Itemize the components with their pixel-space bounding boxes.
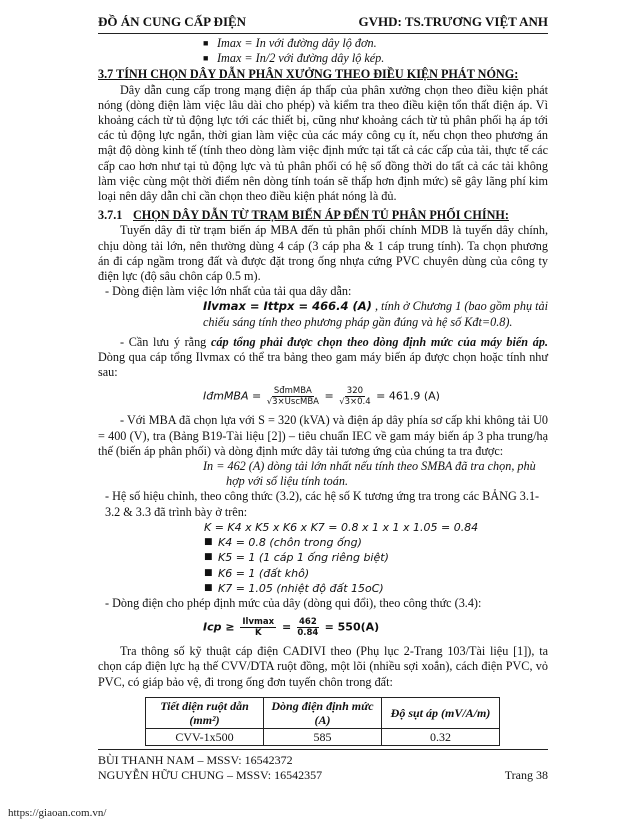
formula-ilvmax-expr: Ilvmax = Ittpx = 466.4 (A)	[203, 299, 372, 314]
idm-frac1-num: SđmMBA	[273, 386, 312, 397]
idm-fraction-2	[339, 386, 370, 407]
idm-fraction-1	[267, 386, 319, 407]
idm-eq: =	[324, 389, 334, 403]
section-title: CHỌN DÂY DẪN TỪ TRẠM BIẾN ÁP ĐẾN TỦ PHÂN PHỐI CHÍNH:	[133, 208, 509, 223]
icp-eq: =	[281, 620, 292, 634]
cell-voltage-drop: 0.32	[382, 728, 500, 745]
idm-lhs: IđmMBA =	[203, 389, 262, 403]
footer-row-2	[98, 768, 548, 783]
paragraph-3-7-1: Tuyến dây đi từ trạm biến áp MBA đến tủ phân phối chính MDB là tuyến dây chính, chịu dòng tải lớn, nên thường dùng 4 cáp (3 cáp pha & 1 cáp trung tính). Ta chọn phương án đi cáp ngầm trong đất và được đặt trong ống nhựa cứng PVC chuyên dùng của công ty điện lực (độ sâu chôn cáp 0.5 m).	[98, 223, 548, 284]
line-he-so: - Hệ số hiệu chỉnh, theo công thức (3.2), các hệ số K tương ứng tra trong các BẢNG 3.1-3.2 & 3.3 đã trình bày ở trên:	[105, 489, 540, 519]
line-can-luu-y	[98, 335, 548, 381]
formula-idm-mba	[98, 386, 548, 407]
footer-author-1: BÙI THANH NAM – MSSV: 16542372	[98, 753, 293, 767]
icp-frac1-den: K	[254, 628, 262, 639]
k4-item: ■ K4 = 0.8 (chôn trong ống)	[204, 535, 548, 550]
idm-frac2-den: √3×0.4	[339, 397, 371, 408]
header-advisor: GVHD: TS.TRƯƠNG VIỆT ANH	[358, 14, 548, 29]
formula-ilvmax-note: , tính ở Chương 1 (bao gồm phụ tải chiếu sáng tính theo phương pháp gần đúng và hệ số Kđt=0.8).	[203, 299, 548, 329]
header-course: ĐỒ ÁN CUNG CẤP ĐIỆN	[98, 14, 247, 29]
section-heading-3-7-1	[98, 208, 548, 223]
icp-frac2-den: 0.84	[297, 628, 319, 639]
page-header	[98, 14, 548, 34]
table-row	[146, 728, 500, 745]
footer-author-2: NGUYỄN HỮU CHUNG – MSSV: 16542357	[98, 768, 323, 782]
idm-frac1-den: √3×UscMBA	[266, 397, 319, 408]
page-body	[98, 36, 548, 746]
icp-frac1-num: Ilvmax	[242, 617, 275, 628]
idm-frac2-num: 320	[346, 386, 364, 397]
table-header-row	[146, 697, 500, 728]
th-do-sut-ap: Độ sụt áp (mV/A/m)	[382, 697, 500, 728]
luu-y-suffix: Dòng qua cáp tổng Ilvmax có thể tra bảng theo gam máy biến áp được chọn hoặc tính như sau:	[98, 350, 548, 380]
k-coefficients	[98, 520, 548, 596]
icp-fraction-1	[240, 617, 276, 638]
bullet-imax-single: ■ Imax = In với đường dây lộ đơn.	[203, 36, 548, 51]
k7-item: ■ K7 = 1.05 (nhiệt độ đất 15oC)	[204, 581, 548, 596]
paragraph-3-7: Dây dẫn cung cấp trong mạng điện áp thấp của phân xưởng chọn theo điều kiện phát nóng (dòng điện làm việc lâu dài cho phép) và kiểm tra theo điều kiện tổn thất điện áp. Vì khoảng cách từ tủ động lực tới các thiết bị, cũng như khoảng cách từ tủ phân phối hạ áp tới các tủ động lực ngắn, thời gian làm việc của các máy công cụ ít, nếu chọn theo phương án mật độ dòng kinh tế (tính theo dòng làm việc định mức tại tất cả các cấp của tải, thực tế các cấp cao hơn như tại tủ động lực và tủ phân phối có hệ số đồng thời do tất cả các tải không làm việc cùng một thời điểm nên dòng tính toán sẽ thấp hơn định mức) sẽ gây lãng phí kim loại nên dây dẫn chỉ cần chọn theo điều kiện phát nóng là đủ.	[98, 82, 548, 204]
luu-y-prefix: - Cần lưu ý rằng	[120, 334, 211, 349]
paragraph-mba: - Với MBA đã chọn lựa với S = 320 (kVA) và điện áp dây phía sơ cấp khi không tải U0 = 400 (V), tra (Bảng B19-Tài liệu [2]) – tiêu chuẩn IEC về gam máy biến áp 3 pha trung/hạ thế (biến áp phân phối) và dòng định mức dây tải tương ứng của chúng ta tra được:	[98, 413, 548, 458]
icp-result: = 550(A)	[324, 620, 380, 634]
th-dong-dien: Dòng điện định mức (A)	[264, 697, 382, 728]
line-dong-cp: - Dòng điện cho phép định mức của dây (dòng qui đổi), theo công thức (3.4):	[105, 595, 482, 610]
formula-ilvmax	[98, 299, 548, 329]
idm-result: = 461.9 (A)	[376, 389, 440, 403]
icp-frac2-num: 462	[299, 617, 317, 628]
k6-item: ■ K6 = 1 (đất khô)	[204, 566, 548, 581]
luu-y-emphasis: cáp tổng phải được chọn theo dòng định mức của máy biến áp.	[210, 334, 548, 349]
th-tiet-dien: Tiết diện ruột dẫn (mm²)	[146, 697, 264, 728]
bullet-imax-double: ■ Imax = In/2 với đường dây lộ kép.	[203, 51, 548, 66]
icp-fraction-2	[297, 617, 319, 638]
k5-item: ■ K5 = 1 (1 cáp 1 ống riêng biệt)	[204, 550, 548, 565]
section-number: 3.7.1	[98, 208, 123, 223]
line-in-462: In = 462 (A) dòng tải lớn nhất nếu tính theo SMBA đã tra chọn, phù hợp với số liệu tính toán.	[203, 459, 536, 489]
formula-k: K = K4 x K5 x K6 x K7 = 0.8 x 1 x 1 x 1.05 = 0.84	[204, 520, 479, 534]
section-heading-3-7: 3.7 TÍNH CHỌN DÂY DẪN PHÂN XƯỞNG THEO ĐIỀU KIỆN PHÁT NÓNG:	[98, 67, 519, 82]
imax-bullets	[98, 36, 548, 66]
source-url[interactable]: https://giaoan.com.vn/	[8, 807, 107, 819]
formula-icp	[98, 617, 548, 638]
line-dong-dien: - Dòng điện làm việc lớn nhất của tải qua dây dẫn:	[105, 284, 352, 299]
icp-lhs: Icp ≥	[203, 620, 235, 634]
page-number: Trang 38	[504, 768, 548, 782]
cell-cable-type: CVV-1x500	[146, 728, 264, 745]
page-footer	[98, 749, 548, 783]
cell-rated-current: 585	[264, 728, 382, 745]
cable-spec-table	[145, 697, 500, 746]
paragraph-cadivi: Tra thông số kỹ thuật cáp điện CADIVI theo (Phụ lục 2-Trang 103/Tài liệu [1]), ta chọn cáp điện lực hạ thế CVV/DTA ruột đồng, một lõi (nhiều sợi xoắn), cách điện PVC, vỏ PVC, có giáp bảo vệ, đi trong ống đơn tuyến chôn trong đất:	[98, 644, 548, 689]
